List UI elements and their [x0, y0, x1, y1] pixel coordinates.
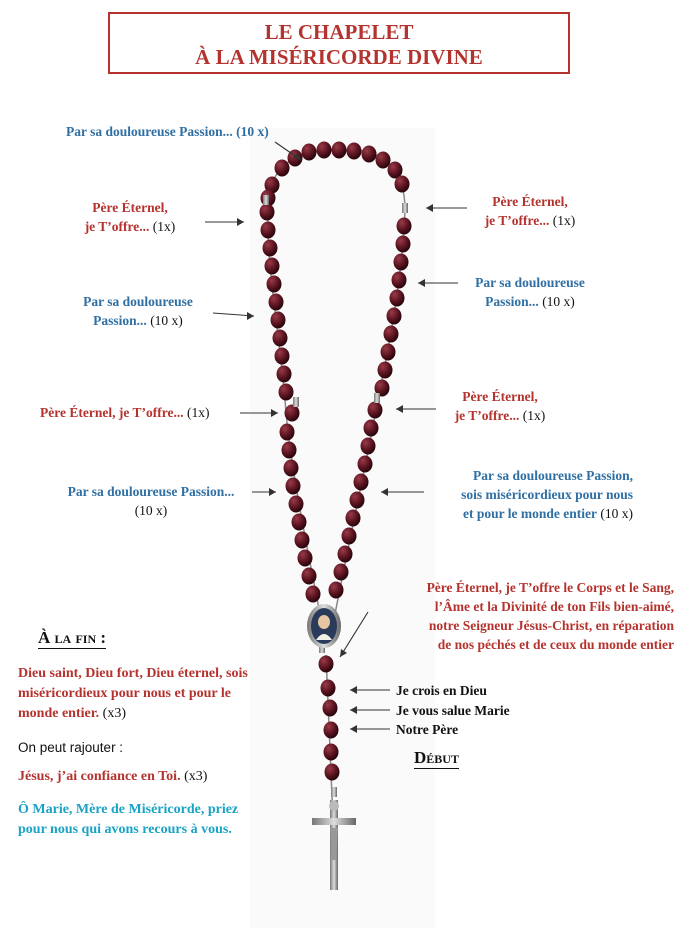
bead	[381, 344, 396, 361]
bead	[347, 143, 362, 160]
bead	[284, 460, 299, 477]
label-right-4-line3: et pour le monde entier	[463, 506, 597, 521]
label-right-1-count: (1x)	[552, 213, 576, 228]
label-right-2-line1: Par sa douloureuse	[475, 275, 585, 290]
label-right-3	[440, 387, 560, 425]
bead	[346, 510, 361, 527]
bead	[387, 308, 402, 325]
label-left-1-line2: je T’offre...	[84, 219, 150, 234]
bead	[271, 312, 286, 329]
bead	[378, 362, 393, 379]
bead	[332, 142, 347, 159]
bead	[302, 144, 317, 161]
jesus-prayer-text: Jésus, j’ai confiance en Toi.	[18, 769, 181, 784]
label-left-2-count: (10 x)	[150, 313, 183, 328]
bead	[279, 384, 294, 401]
bead	[273, 330, 288, 347]
end-prayer-line2: miséricordieux pour nous et pour le	[18, 686, 231, 701]
label-right-4	[420, 466, 633, 523]
bead	[289, 496, 304, 513]
label-left-3-count: (1x)	[186, 405, 210, 420]
label-left-3	[40, 403, 209, 422]
bead	[394, 254, 409, 271]
label-right-1	[470, 192, 590, 230]
debut-heading: Début	[414, 748, 459, 767]
label-right-3-count: (1x)	[522, 408, 546, 423]
label-offering-line1: Père Éternel, je T’offre le Corps et le Sang,	[426, 580, 674, 595]
label-right-2-line2: Passion...	[485, 294, 539, 309]
mary-prayer-line1: Ô Marie, Mère de Miséricorde, priez	[18, 802, 239, 817]
label-right-3-line2: je T’offre...	[454, 408, 520, 423]
mary-prayer-line2: pour nous qui avons recours à vous.	[18, 822, 232, 837]
bead	[298, 550, 313, 567]
label-creed: Je crois en Dieu	[396, 683, 487, 698]
label-left-2-line2: Passion...	[93, 313, 147, 328]
bead	[275, 160, 290, 177]
center-medal	[307, 604, 341, 648]
spacer	[402, 203, 408, 213]
label-debut	[414, 748, 459, 768]
label-top	[66, 122, 269, 141]
end-prayer-count: (x3)	[102, 706, 126, 721]
label-left-4-text: Par sa douloureuse Passion...	[67, 484, 235, 499]
bead	[275, 348, 290, 365]
bead	[392, 272, 407, 289]
label-left-1	[70, 198, 190, 236]
label-left-2	[70, 292, 206, 330]
bead	[319, 656, 334, 673]
bead	[397, 218, 412, 235]
spacer	[293, 397, 299, 407]
bead	[362, 146, 377, 163]
bead	[260, 204, 275, 221]
bead	[324, 744, 339, 761]
bead	[384, 326, 399, 343]
bead	[368, 402, 383, 419]
spacer	[263, 195, 269, 205]
label-top-text: Par sa douloureuse Passion...	[66, 124, 233, 139]
bead	[317, 142, 332, 159]
label-left-4	[46, 482, 256, 520]
bead	[292, 514, 307, 531]
bead	[280, 424, 295, 441]
label-left-1-count: (1x)	[152, 219, 176, 234]
bead	[325, 764, 340, 781]
bead	[295, 532, 310, 549]
bead	[302, 568, 317, 585]
label-right-1-line1: Père Éternel,	[492, 194, 568, 209]
bead	[364, 420, 379, 437]
label-offering-line3: notre Seigneur Jésus-Christ, en réparation	[428, 618, 674, 633]
bead	[358, 456, 373, 473]
bead	[263, 240, 278, 257]
label-right-3-line1: Père Éternel,	[462, 389, 538, 404]
bead	[342, 528, 357, 545]
spacer	[331, 787, 337, 797]
label-left-1-line1: Père Éternel,	[92, 200, 168, 215]
end-prayer-line3: monde entier.	[18, 706, 100, 721]
label-right-4-count: (10 x)	[600, 506, 633, 521]
label-offering	[340, 578, 674, 654]
bead	[324, 722, 339, 739]
spacer	[374, 393, 380, 403]
mary-prayer	[18, 800, 238, 840]
bead	[350, 492, 365, 509]
label-right-4-line2: sois miséricordieux pour nous	[461, 487, 633, 502]
bead	[282, 442, 297, 459]
label-right-1-line2: je T’offre...	[484, 213, 550, 228]
optional-text: On peut rajouter :	[18, 740, 124, 755]
label-right-2	[462, 273, 598, 311]
label-offering-line2: l’Âme et la Divinité de ton Fils bien-aimé,	[434, 599, 674, 614]
label-left-3-text: Père Éternel, je T’offre...	[40, 405, 184, 420]
bead	[267, 276, 282, 293]
bead	[306, 586, 321, 603]
label-offering-line4: de nos péchés et de ceux du monde entier	[437, 637, 674, 652]
bead	[390, 290, 405, 307]
label-top-count: (10 x)	[236, 124, 269, 139]
title-line-2: À LA MISÉRICORDE DIVINE	[195, 45, 483, 69]
bead	[376, 152, 391, 169]
bead	[321, 680, 336, 697]
bead	[395, 176, 410, 193]
crucifix	[312, 800, 356, 890]
bead	[277, 366, 292, 383]
end-heading-wrap	[38, 628, 106, 648]
bead	[269, 294, 284, 311]
jesus-prayer	[18, 767, 207, 787]
bead	[265, 258, 280, 275]
label-our-father: Notre Père	[396, 722, 459, 737]
label-right-4-line1: Par sa douloureuse Passion,	[472, 468, 633, 483]
label-left-4-count: (10 x)	[134, 503, 168, 518]
bead	[323, 700, 338, 717]
end-heading: À la fin :	[38, 628, 107, 647]
label-hail-mary: Je vous salue Marie	[396, 703, 510, 718]
end-prayer	[18, 664, 290, 724]
jesus-prayer-count: (x3)	[184, 769, 208, 784]
end-prayer-line1: Dieu saint, Dieu fort, Dieu éternel, sois	[18, 666, 248, 681]
label-right-2-count: (10 x)	[542, 294, 575, 309]
bead	[261, 222, 276, 239]
bead	[396, 236, 411, 253]
label-left-2-line1: Par sa douloureuse	[83, 294, 193, 309]
bead	[286, 478, 301, 495]
bead	[338, 546, 353, 563]
title-line-1: LE CHAPELET	[264, 20, 414, 44]
bead	[354, 474, 369, 491]
bead	[361, 438, 376, 455]
bead	[285, 405, 300, 422]
